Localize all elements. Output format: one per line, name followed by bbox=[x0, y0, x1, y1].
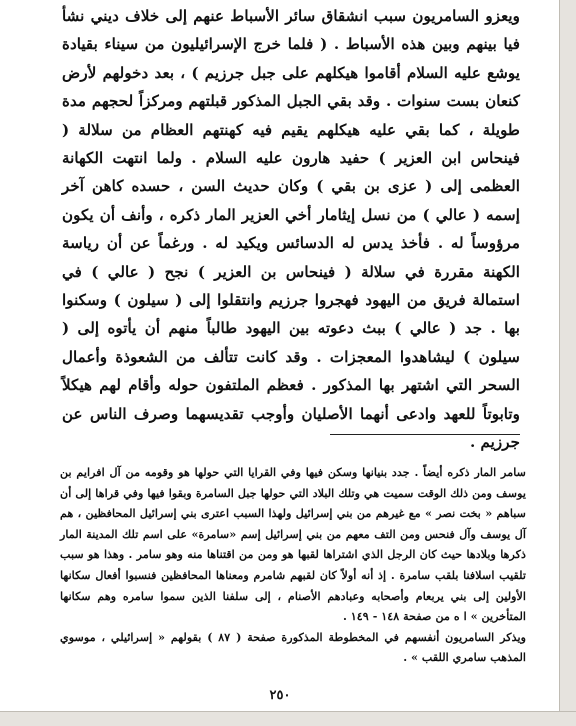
main-text bbox=[62, 2, 520, 457]
page-number: ٢٥٠ bbox=[269, 688, 291, 703]
vertical-scrollbar[interactable] bbox=[559, 0, 576, 726]
horizontal-scrollbar[interactable] bbox=[0, 711, 576, 726]
footnotes bbox=[60, 462, 526, 668]
footnote: ويذكر السامريون أنفسهم في المخطوطة المذكورة صفحة ( ٨٧ ) بقولهم « إسرائيلي ، موسوي المذهب سامري اللقب » . bbox=[60, 629, 526, 665]
footnote: سامر المار ذكره أيضاً . جدد بنيانها وسكن فيها وفي القرايا التي حولها هو وقومه من آل افرايم بن يوسف ومن ذلك الوقت سميت هي وتلك البلاد التي حولها جبل السامرة وبقوا فيها وفي قراها إلى أن سباهم « بخت نصر » مع غيرهم من بني إسرائيل ولهذا السبب اعترى بني إسرائيل المحافظين ، هم آل يوسف وآل فنحس ومن التف معهم من بني إسرائيل إسم «سامرة» على اسم تلك المدينة المار ذكرها وبلادها حيث كان الرجل الذي اشتراها لقبها هو ومن من اقتناها منه وهو سامر . وهذا هو سبب تلقيب اسلافنا بلقب سامرة . إذ أنه أولاً كان لقبهم شامرم ومعناها المحافظين فنسبوا أفعال سكانها الأولين إلى بني يربعام وأصحابه وعبادهم الأصنام ، إلى سلفنا الذين سموا سامره وهم سكانها المتأخرين » ا ه من صفحة ١٤٨ - ١٤٩ . bbox=[60, 465, 526, 624]
paragraph: ويعزو السامريون سبب انشقاق سائر الأسباط عنهم إلى خلاف ديني نشأ فيا بينهم وبين هذه الأسباط . ( فلما خرج الإسرائيليون من سيناء بقيادة يوشع عليه السلام أقاموا هيكلهم على جبل جرزيم ) ، بعد دخولهم لأرض كنعان بست سنوات . وقد بقي الجبل المذكور قبلتهم ومركزاً لحجهم مدة طويلة ، كما بقي عليه هيكلهم يقيم فيه كهنتهم العظام من سلالة ( فينحاس ابن العزير ) حفيد هارون عليه السلام . ولما انتهت الكهانة العظمى إلى ( عزى بن بقي ) وكان حديث السن ، حسده كاهن آخر إسمه ( عالي ) من نسل إيثامار أخي العزير المار ذكره ، وأنف أن يكون مرؤوساً له . فأخذ يدس له الدسائس ويكيد له . ورغماً عن أن رياسة الكهنة مقررة في سلالة ( فينحاس بن العزير ) نجح ( عالي ) في استمالة فريق من اليهود فهجروا جرزيم وانتقلوا إلى ( سيلون ) وسكنوا بها . جد ( عالي ) ببث دعوته بين اليهود طالباً منهم أن يأتوه إلى ( سيلون ) ليشاهدوا المعجزات . وقد كانت تتألف من الشعوذة وأعمال السحر التي اشتهر بها المذكور . فعظم الملتفون حوله وأقام لهم هيكلاً وتابوتاً للعهد وادعى أنهما الأصليان وأوجب تقديسهما وصرف الناس عن جرزيم . bbox=[62, 7, 520, 452]
footnote-separator bbox=[330, 434, 520, 435]
